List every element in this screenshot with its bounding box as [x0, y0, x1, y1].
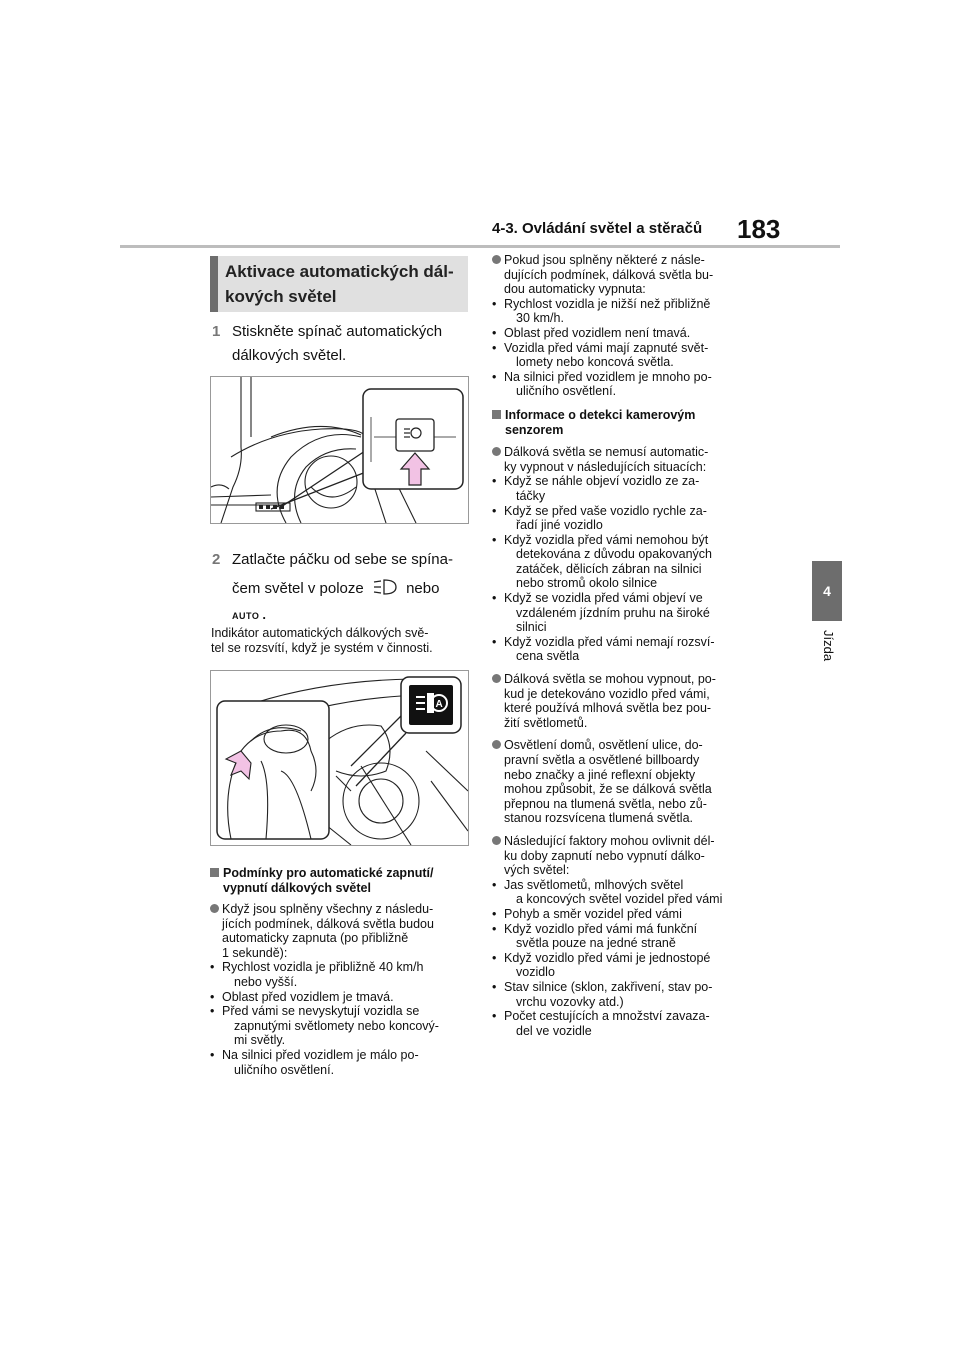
list-item: • Jas světlometů, mlhových světel: [492, 877, 684, 892]
section-square-icon: [210, 868, 219, 877]
step-1-number: 1: [212, 323, 221, 340]
list-item: • Na silnici před vozidlem je málo po-: [210, 1047, 419, 1062]
reflective-objects-note: Osvětlení domů, osvětlení ulice, do- pravní světla a osvětlené billboardy nebo značky a jiné reflexní objekty mohou způsobit, že se dálková světla přepnou na tlumená světla, nebo zů- stanou rozsvícena tlumená světla.: [492, 738, 760, 826]
list-item: • Když vozidla před vámi nemají rozsví-: [492, 634, 715, 649]
figure-lever-illustration: [210, 670, 469, 846]
svg-text:A: A: [435, 699, 443, 710]
fog-light-note: Dálková světla se mohou vypnout, po- kud je detekováno vozidlo před vámi, které používá mlhová světla bez pou- žití světlometů.: [492, 672, 760, 730]
step-2-number: 2: [212, 551, 221, 568]
chapter-tab: [812, 561, 842, 621]
bullet-dot-icon: [210, 904, 219, 913]
list-item: • Stav silnice (sklon, zakřivení, stav po-: [492, 979, 713, 994]
dashboard-switch-illustration: [211, 377, 468, 523]
list-item: • Počet cestujících a množství zavaza-: [492, 1009, 710, 1024]
chapter-number: 4: [823, 583, 831, 599]
heading-bar: [210, 256, 218, 312]
list-item: • Pohyb a směr vozidel před vámi: [492, 906, 682, 921]
list-item: • Vozidla před vámi mají zapnuté svět-: [492, 340, 709, 355]
list-item: • Když se náhle objeví vozidlo ze za-: [492, 474, 700, 489]
main-heading: Aktivace automatických dál- kových světel: [225, 262, 454, 306]
list-item: • Když vozidlo před vámi má funkční: [492, 921, 698, 936]
factors-block: Následující faktory mohou ovlivnit dél- ku doby zapnutí nebo vypnutí dálko- vých světel:: [492, 834, 760, 878]
conditions-heading: Podmínky pro automatické zapnutí/ vypnutí dálkových světel: [210, 866, 472, 895]
section-title: 4-3. Ovládání světel a stěračů: [492, 220, 703, 237]
camera-heading: Informace o detekci kamerovým senzorem: [492, 408, 760, 437]
list-item: • Rychlost vozidla je nižší než přibližně: [492, 296, 711, 311]
high-beam-icon: [372, 578, 398, 596]
list-item: • Oblast před vozidlem je tmavá.: [210, 989, 394, 1004]
header-rule: [120, 245, 840, 248]
indicator-description: Indikátor automatických dálkových svě- tel se rozsvítí, když je systém v činnosti.: [211, 626, 433, 655]
list-item: • Na silnici před vozidlem je mnoho po-: [492, 369, 712, 384]
bullet-dot-icon: [492, 674, 501, 683]
section-square-icon: [492, 410, 501, 419]
conditions-block: Když jsou splněny všechny z následu- jících podmínek, dálková světla budou automaticky zapnuta (po přibližně 1 sekundě): • Rychlost vozidla je přibližně 40 km/h nebo vyšší. • Oblast před vozidlem je tmavá. • Před vámi se nevyskytují vozidla se zapnutými světlomety nebo koncový- mi světly. • Na silnici před vozidlem je málo po- uličního osvětlení.: [210, 902, 474, 1077]
list-item: • Když se před vaše vozidlo rychle za-: [492, 503, 707, 518]
bullet-dot-icon: [492, 836, 501, 845]
right-column: Pokud jsou splněny některé z násle- dujících podmínek, dálková světla bu- dou automaticky vypnuta: • Rychlost vozidla je nižší než přibližně 30 km/h. • Oblast před vozidlem není tmavá. • Vozidla před vámi mají zapnuté svět- lomety nebo koncová světla. • Na silnici před vozidlem je mnoho po- uličního osvětlení. Informace o detekci kamerovým senzorem Dálková světla se nemusí automatic- ky vypnout v následujících situacích: • Když se náhle objeví vozidlo ze za- táčky • Když se před vaše vozidlo rychle za- řadí jiné vozidlo • Když vozidla před vámi nemohou být detekována z důvodu opakovaných zatáček, dělicích zábran na silnici nebo stromů okolo silnice • Když se vozidla před vámi objeví ve vzdáleném jízdním pruhu na široké silnici • Když vozidla před vámi nemají rozsví- cena světla Dálková světla se mohou vypnout, po- kud je detekováno vozidlo před vámi, které používá mlhová světla bez pou- žití světlometů. Osvětlení domů, osvětlení ulice, do- pravní světla a osvětlené billboardy nebo značky a jiné reflexní objekty mohou způsobit, že se dálková světla přepnou na tlumená světla, nebo zů- stanou rozsvícena tlumená světla. Následující faktory mohou ovlivnit dél- ku doby zapnutí nebo vypnutí dálko- vých světel: • Jas světlometů, mlhových světel a koncových světel vozidel před vámi • Pohyb a směr vozidel před vámi • Když vozidlo před vámi má funkční světla pouze na jedné straně • Když vozidlo před vámi je jednostopé vozidlo • Stav silnice (sklon, zakřivení, stav po- vrchu vozovky atd.) • Počet cestujících a množství zavaza- del ve vozidle: [492, 253, 760, 1038]
step-1: [212, 320, 472, 368]
bullet-dot-icon: [492, 740, 501, 749]
auto-high-beam-indicator-icon: [416, 693, 447, 713]
step-1-text: Stiskněte spínač automatických dálkových světel.: [232, 323, 443, 364]
list-item: • Když se vozidla před vámi objeví ve: [492, 591, 703, 606]
figure-switch-illustration: [210, 376, 469, 524]
list-item: • Když vozidlo před vámi je jednostopé: [492, 950, 711, 965]
auto-position-icon: AUTO: [232, 611, 260, 621]
step-2: [212, 548, 474, 628]
chapter-label: Jízda: [821, 630, 836, 662]
page-number: 183: [737, 214, 781, 244]
lever-illustration: [211, 671, 468, 845]
bullet-dot-icon: [492, 447, 501, 456]
list-item: • Rychlost vozidla je přibližně 40 km/h: [210, 960, 424, 975]
list-item: • Když vozidla před vámi nemohou být: [492, 532, 709, 547]
bullet-dot-icon: [492, 255, 501, 264]
list-item: • Oblast před vozidlem není tmavá.: [492, 325, 691, 340]
step-2-text: Zatlačte páčku od sebe se spína- čem světel v poloze nebo AUTO .: [232, 551, 453, 622]
list-item: • Před vámi se nevyskytují vozidla se: [210, 1004, 420, 1019]
